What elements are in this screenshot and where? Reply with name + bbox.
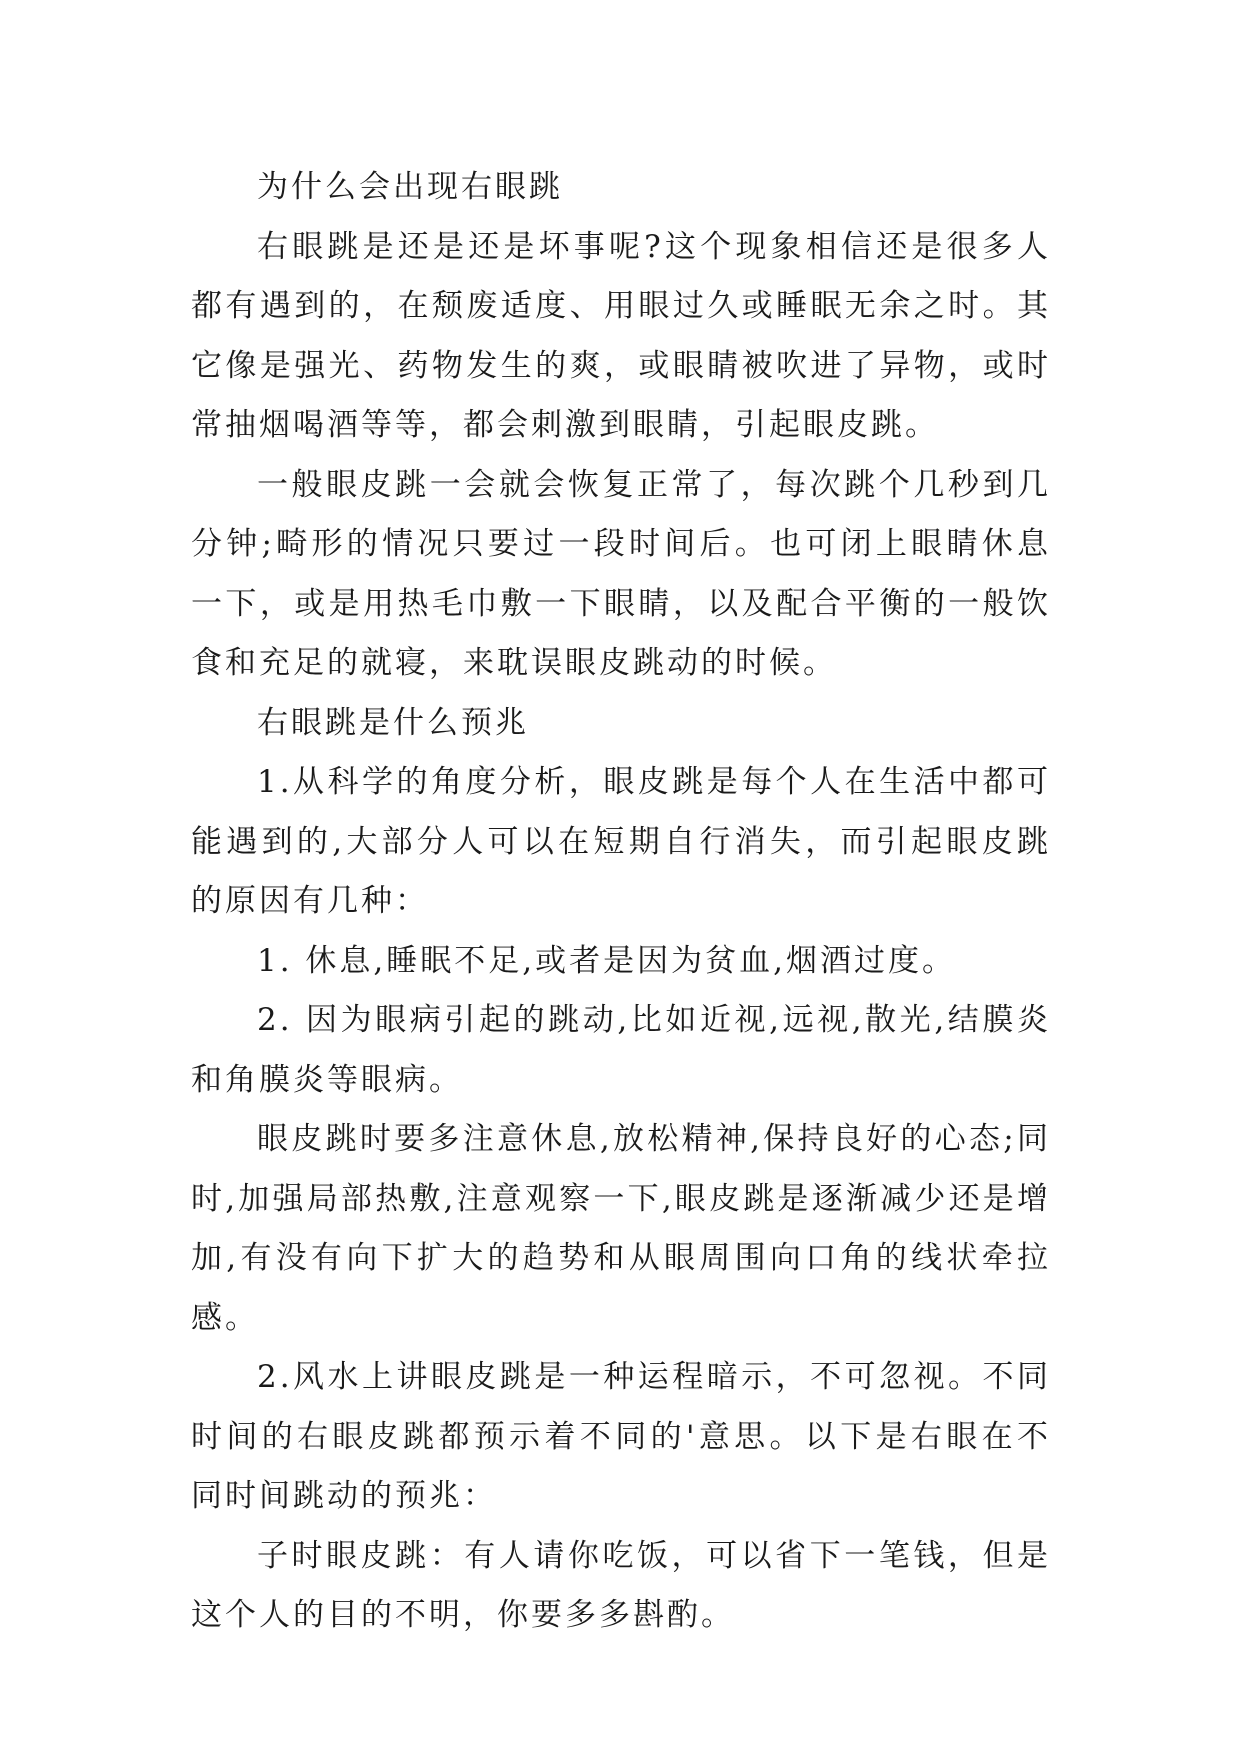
paragraph-advice: 眼皮跳时要多注意休息,放松精神,保持良好的心态;同时,加强局部热敷,注意观察一下,眼皮跳是逐渐减少还是增加,有没有向下扩大的趋势和从眼周围向口角的线状牵拉感。 [191, 1121, 1051, 1336]
heading-why-right-eye-twitch: 为什么会出现右眼跳 [257, 169, 563, 205]
heading-omen: 右眼跳是什么预兆 [257, 704, 529, 741]
paragraph-science: 1.从科学的角度分析，眼皮跳是每个人在生活中都可能遇到的,大部分人可以在短期自行消失，而引起眼皮跳的原因有几种： [191, 764, 1051, 919]
paragraph-zi-hour: 子时眼皮跳：有人请你吃饭，可以省下一笔钱，但是这个人的目的不明，你要多多斟酌。 [191, 1537, 1051, 1633]
list-item-eye-disease: 2. 因为眼病引起的跳动,比如近视,远视,散光,结膜炎和角膜炎等眼病。 [191, 1002, 1051, 1098]
list-item-rest: 1. 休息,睡眠不足,或者是因为贫血,烟酒过度。 [257, 942, 956, 979]
paragraph-recovery: 一般眼皮跳一会就会恢复正常了，每次跳个几秒到几分钟;畸形的情况只要过一段时间后。也可闭上眼睛休息一下，或是用热毛巾敷一下眼睛，以及配合平衡的一般饮食和充足的就寝，来耽误眼皮跳动的时候。 [191, 466, 1051, 681]
paragraph-fengshui: 2.风水上讲眼皮跳是一种运程暗示，不可忽视。不同时间的右眼皮跳都预示着不同的'意思。以下是右眼在不同时间跳动的预兆： [191, 1359, 1051, 1514]
document-body [191, 158, 1051, 1646]
paragraph-intro: 右眼跳是还是还是坏事呢?这个现象相信还是很多人都有遇到的，在颓废适度、用眼过久或睡眠无余之时。其它像是强光、药物发生的爽，或眼睛被吹进了异物，或时常抽烟喝酒等等，都会刺激到眼睛，引起眼皮跳。 [191, 228, 1051, 443]
